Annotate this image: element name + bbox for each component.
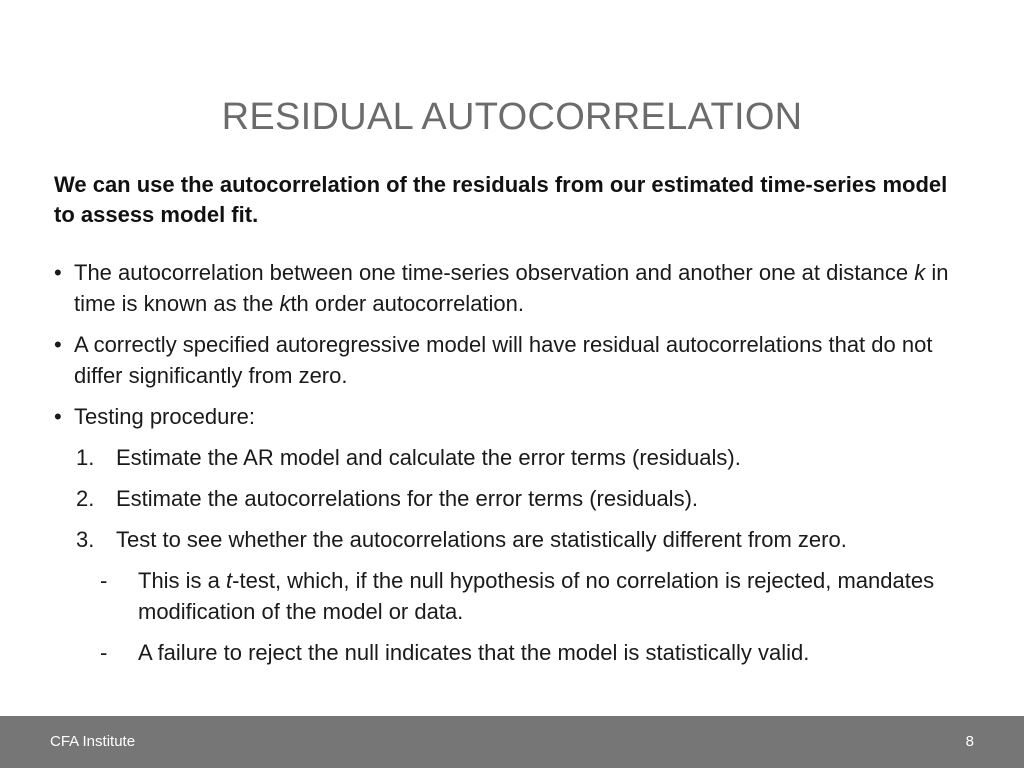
text-run: The autocorrelation between one time-series observation and another one at distance [74, 260, 915, 285]
bullet-testing-procedure [54, 401, 984, 432]
step-number: 1. [76, 445, 95, 470]
step-text: Estimate the autocorrelations for the error terms (residuals). [116, 486, 699, 511]
slide-body [54, 257, 984, 678]
italic-k: k [279, 291, 291, 316]
subpoint-failure-to-reject [54, 637, 984, 668]
subpoint-t-test [54, 565, 984, 627]
step-number: 2. [76, 486, 95, 511]
dash-marker: - [100, 568, 108, 593]
page-number: 8 [965, 733, 974, 750]
step-2 [54, 483, 984, 514]
footer-organization: CFA Institute [50, 733, 136, 750]
step-3 [54, 524, 984, 555]
bullet-marker: • [54, 260, 62, 285]
text-run: This is a [138, 568, 227, 593]
bullet-text: Testing procedure: [74, 404, 255, 429]
bullet-marker: • [54, 404, 62, 429]
subpoint-text: A failure to reject the null indicates that the model is statistically valid. [138, 640, 810, 665]
step-text: Test to see whether the autocorrelations are statistically different from zero. [116, 527, 847, 552]
text-run: th order autocorrelation. [290, 291, 525, 316]
bullet-kth-order [54, 257, 984, 319]
text-run: -test, which, if the null hypothesis of no correlation is rejected, mandates modification of the model or data. [138, 568, 935, 624]
step-text: Estimate the AR model and calculate the error terms (residuals). [116, 445, 741, 470]
subpoint-text [138, 568, 934, 624]
step-number: 3. [76, 527, 95, 552]
bullet-marker: • [54, 332, 62, 357]
text-run: in time is known as the [74, 260, 949, 316]
italic-k: k [914, 260, 926, 285]
italic-t: t [226, 568, 233, 593]
footer-bar [0, 716, 1024, 768]
bullet-correct-model [54, 329, 984, 391]
dash-marker: - [100, 640, 108, 665]
step-1 [54, 442, 984, 473]
bullet-text [74, 260, 948, 316]
lead-statement: We can use the autocorrelation of the residuals from our estimated time-series model to assess model fit. [54, 172, 948, 227]
slide-title: RESIDUAL AUTOCORRELATION [221, 96, 803, 138]
bullet-text: A correctly specified autoregressive model will have residual autocorrelations that do not differ significantly from zero. [74, 332, 933, 388]
